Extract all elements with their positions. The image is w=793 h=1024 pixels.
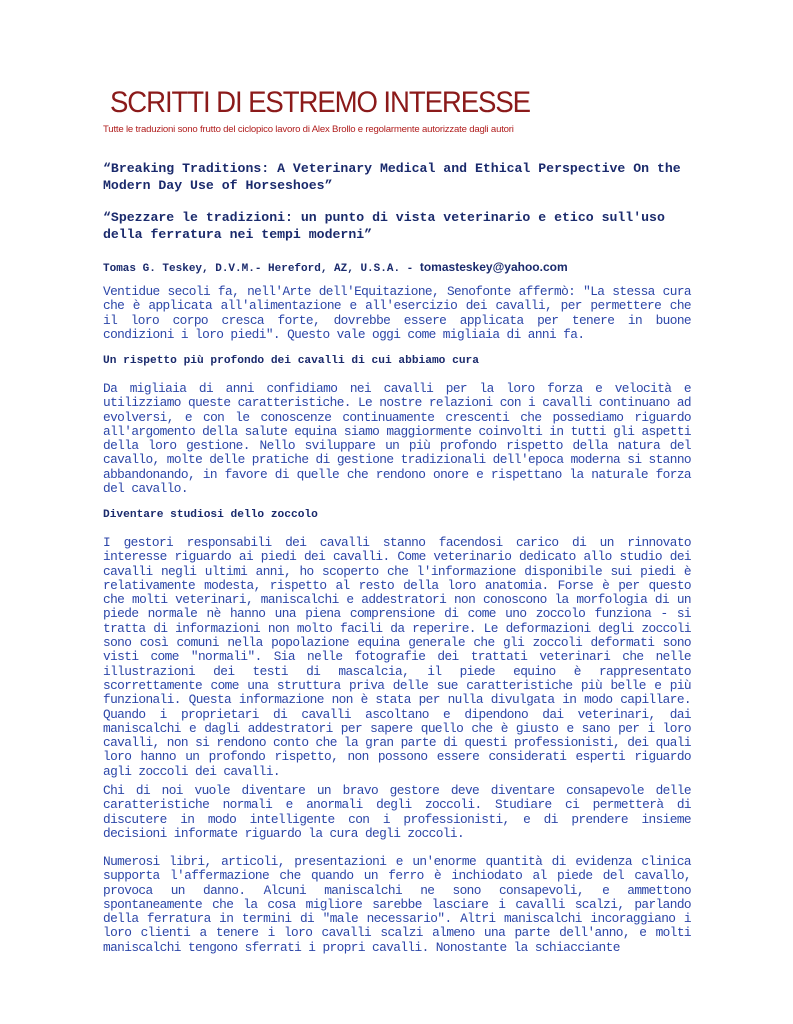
author-line <box>103 260 568 275</box>
section-heading: Diventare studiosi dello zoccolo <box>103 509 318 521</box>
author-email: tomasteskey@yahoo.com <box>419 260 568 274</box>
site-subtitle: Tutte le traduzioni sono frutto del ciclopico lavoro di Alex Brollo e regolarmente autorizzate dagli autori <box>103 124 514 135</box>
article-title-italian: “Spezzare le tradizioni: un punto di vista veterinario e etico sull'uso della ferratura nei tempi moderni” <box>103 210 665 242</box>
section-heading: Un rispetto più profondo dei cavalli di cui abbiamo cura <box>103 355 479 367</box>
author-name: Tomas G. Teskey, D.V.M.- Hereford, AZ, U.S.A. - <box>103 263 420 275</box>
site-title: SCRITTI DI ESTREMO INTERESSE <box>110 86 530 119</box>
article-title-english: “Breaking Traditions: A Veterinary Medical and Ethical Perspective On the Modern Day Use of Horseshoes” <box>103 161 681 193</box>
body-paragraph: Da migliaia di anni confidiamo nei cavalli per la loro forza e velocità e utilizziamo queste caratteristiche. Le nostre relazioni con i cavalli continuano ad evolversi, e con le conoscenze continuamente crescenti che possediamo riguardo all'argomento della salute equina siamo maggiormente coinvolti in tutti gli aspetti della loro gestione. Nello sviluppare un più profondo rispetto della natura del cavallo, molte delle pratiche di gestione tradizionali dell'epoca moderna si stanno abbandonando, in favore di quelle che rendono onore e rispettano la naturale forza del cavallo. <box>103 381 691 497</box>
body-paragraph: I gestori responsabili dei cavalli stanno facendosi carico di un rinnovato interesse riguardo ai piedi dei cavalli. Come veterinario dedicato allo studio dei cavalli negli ultimi anni, ho scoperto che l'informazione disponibile sui piedi è relativamente modesta, rispetto al resto della loro anatomia. Forse è per questo che molti veterinari, maniscalchi e addestratori non conoscono la morfologia di un piede normale nè hanno una piena comprensione di come uno zoccolo funziona - si tratta di informazioni non molto facili da reperire. Le deformazioni degli zoccoli sono così comuni nella popolazione equina generale che gli zoccoli deformati sono visti come "normali". Sia nelle fotografie dei trattati veterinari che nelle illustrazioni dei testi di mascalcia, il piede equino è rappresentato scorrettamente come una struttura priva delle sue caratteristiche più belle e più funzionali. Questa informazione non è stata per nulla divulgata in modo capillare. Quando i proprietari di cavalli ascoltano e dipendono dai veterinari, dai maniscalchi e dagli addestratori per sapere quello che è giusto e sano per i loro cavalli, non si rendono conto che la gran parte di questi professionisti, dei quali loro hanno un profondo rispetto, non possono essere considerati esperti riguardo agli zoccoli dei cavalli. <box>103 535 691 779</box>
intro-paragraph: Ventidue secoli fa, nell'Arte dell'Equitazione, Senofonte affermò: "La stessa cura che è applicata all'alimentazione e all'esercizio dei cavalli, per permettere che il loro corpo cresca forte, dovrebbe essere applicata per tenere in buone condizioni i loro piedi". Questo vale oggi come migliaia di anni fa. <box>103 284 691 342</box>
body-paragraph: Chi di noi vuole diventare un bravo gestore deve diventare consapevole delle caratteristiche normali e anormali degli zoccoli. Studiare ci permetterà di discutere in modo intelligente con i professionisti, e di prendere insieme decisioni informate riguardo la cura degli zoccoli. <box>103 783 691 841</box>
body-paragraph: Numerosi libri, articoli, presentazioni e un'enorme quantità di evidenza clinica supporta l'affermazione che quando un ferro è inchiodato al piede del cavallo, provoca un danno. Alcuni maniscalchi ne sono consapevoli, e ammettono spontaneamente che la cosa migliore sarebbe lasciare i cavalli scalzi, parlando della ferratura in termini di "male necessario". Altri maniscalchi incoraggiano i loro clienti a tenere i loro cavalli scalzi almeno una parte dell'anno, e molti maniscalchi tengono sferrati i propri cavalli. Nonostante la schiacciante <box>103 854 691 955</box>
